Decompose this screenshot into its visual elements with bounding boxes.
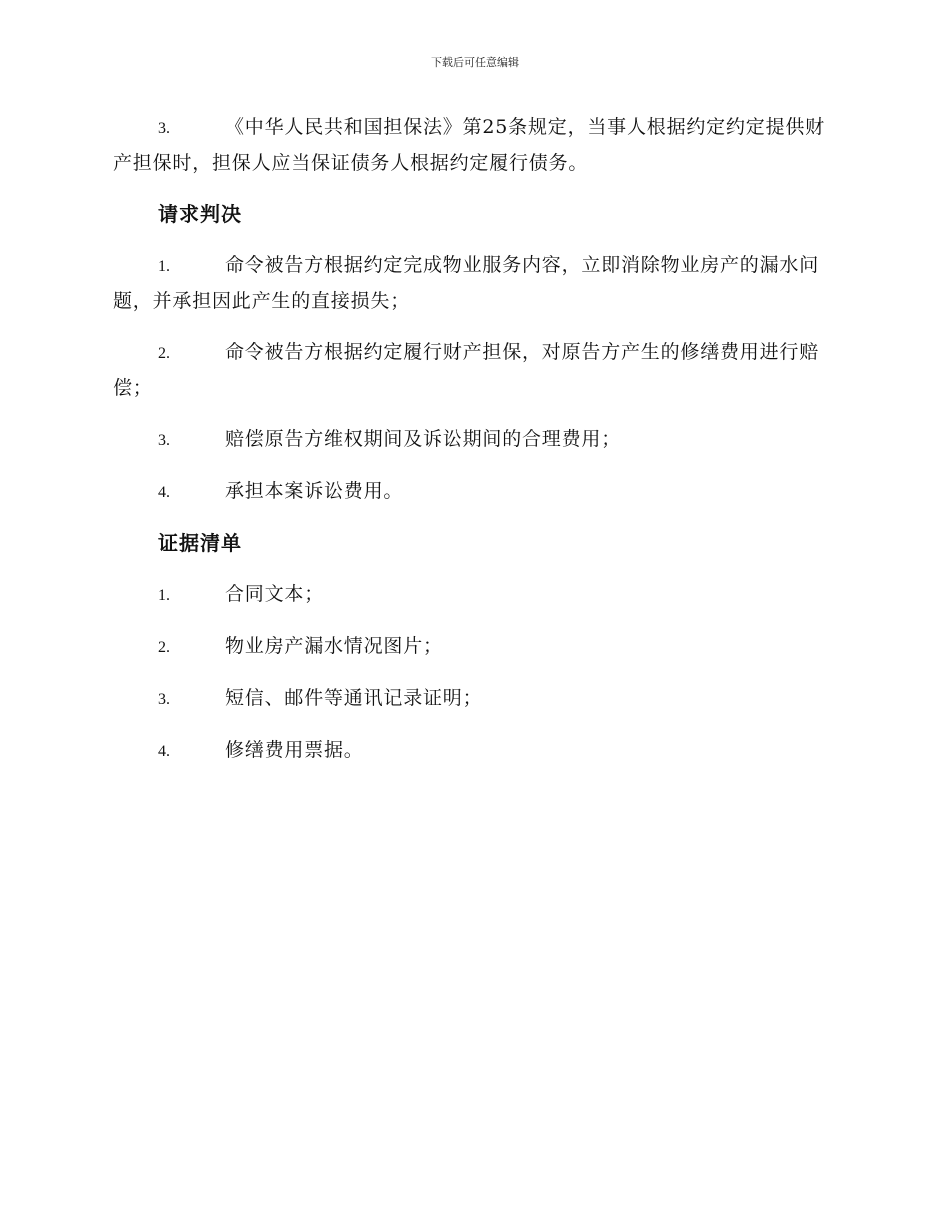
- list-number: 3.: [158, 432, 170, 449]
- section-heading-claims: 请求判决: [158, 202, 242, 226]
- list-item-text: 命令被告方根据约定履行财产担保，对原告方产生的修缮费用进行赔偿；: [113, 341, 820, 399]
- claim-item-3: [113, 422, 833, 458]
- list-number: 1.: [158, 587, 170, 604]
- evidence-item-4: [113, 733, 833, 769]
- list-number: 4.: [158, 743, 170, 760]
- list-number: 4.: [158, 484, 170, 501]
- list-number: 2.: [158, 345, 170, 362]
- list-item-text: 短信、邮件等通讯记录证明；: [225, 687, 483, 709]
- evidence-item-2: [113, 629, 833, 665]
- evidence-item-1: [113, 577, 833, 613]
- page-header-note: 下载后可任意编辑: [431, 56, 519, 69]
- document-body: [113, 110, 833, 785]
- claim-item-1: [113, 248, 833, 319]
- list-number: 1.: [158, 258, 170, 275]
- claim-item-4: [113, 474, 833, 510]
- list-item-text: 物业房产漏水情况图片；: [225, 635, 443, 657]
- list-item-text: 命令被告方根据约定完成物业服务内容，立即消除物业房产的漏水问题，并承担因此产生的直接损失；: [113, 254, 820, 312]
- evidence-item-3: [113, 681, 833, 717]
- list-number: 3.: [158, 691, 170, 708]
- list-item-text: 《中华人民共和国担保法》第25条规定，当事人根据约定约定提供财产担保时，担保人应当保证债务人根据约定履行债务。: [113, 116, 825, 174]
- legal-basis-item-3: [113, 110, 833, 181]
- list-item-text: 修缮费用票据。: [225, 739, 364, 761]
- section-heading-evidence: 证据清单: [158, 531, 242, 555]
- list-item-text: 赔偿原告方维权期间及诉讼期间的合理费用；: [225, 428, 622, 450]
- list-item-text: 合同文本；: [225, 583, 325, 605]
- list-number: 2.: [158, 639, 170, 656]
- list-item-text: 承担本案诉讼费用。: [225, 480, 404, 502]
- claim-item-2: [113, 335, 833, 406]
- list-number: 3.: [158, 120, 170, 137]
